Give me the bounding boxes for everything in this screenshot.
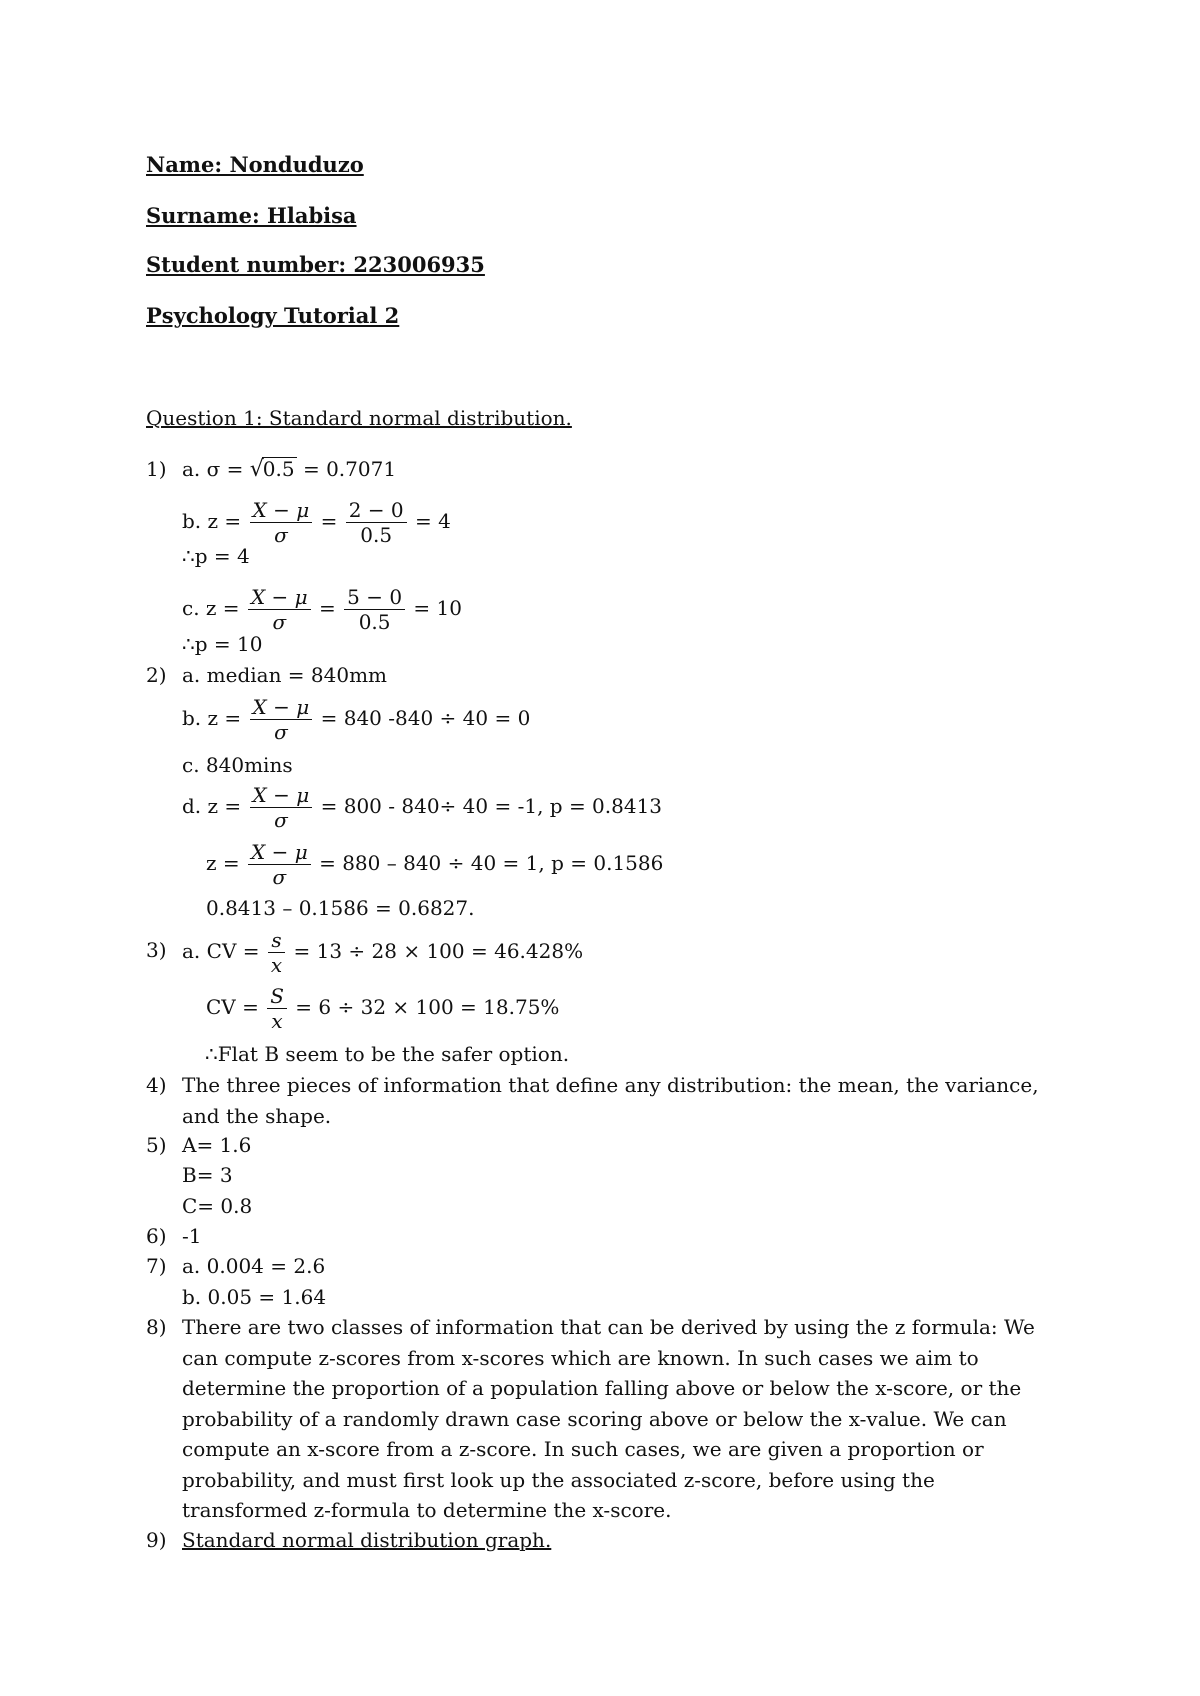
q3-b-result: = 6 ÷ 32 × 100 = 18.75% (288, 995, 560, 1019)
q3-a-denominator: x (268, 952, 285, 977)
formula-numerator: X − μ (252, 695, 310, 719)
q8-number: 8) (146, 1315, 167, 1339)
q5-b: B= 3 (182, 1163, 233, 1187)
q5-c: C= 0.8 (182, 1194, 253, 1218)
q1-c: c. z = $\frac{X - \mu}{\sigma}$ = $\frac{5 - 0}{0.5}$ = 10 (182, 585, 462, 634)
q1-number: 1) (146, 457, 167, 481)
q2-b-result: = 840 -840 ÷ 40 = 0 (314, 706, 531, 730)
q5-a: A= 1.6 (182, 1133, 252, 1157)
sqrt-icon: √ (249, 457, 264, 482)
q4-number: 4) (146, 1073, 167, 1097)
q2-e (206, 840, 663, 889)
q1-b-fraction (346, 498, 407, 547)
q2-e-prefix: z = (206, 851, 247, 875)
z-formula-fraction (248, 840, 311, 889)
q1-c-fraction (344, 585, 405, 634)
student-number: Student number: 223006935 (146, 252, 485, 277)
q6-text: -1 (182, 1224, 202, 1248)
q3-b-denominator: x (267, 1008, 287, 1033)
q1-b-p: ∴p = 4 (182, 544, 250, 568)
z-formula-fraction (248, 585, 311, 634)
formula-denominator: σ (248, 609, 311, 634)
q1-b-numerator: 2 − 0 (348, 498, 404, 522)
q2-d (182, 783, 662, 832)
formula-denominator: σ (250, 807, 313, 832)
cv-fraction (267, 984, 287, 1033)
formula-numerator: X − μ (252, 498, 310, 522)
q3-a-result: = 13 ÷ 28 × 100 = 46.428% (287, 939, 584, 963)
q2-f: 0.8413 – 0.1586 = 0.6827. (206, 896, 475, 920)
q1-b: b. z = $\frac{X - \mu}{\sigma}$ = $\frac{2 - 0}{0.5}$ = 4 (182, 498, 451, 547)
question-title: Question 1: Standard normal distribution. (146, 406, 572, 430)
q3-number: 3) (146, 938, 167, 962)
q6-number: 6) (146, 1224, 167, 1248)
q1-c-result: = 10 (407, 596, 462, 620)
q5-number: 5) (146, 1133, 167, 1157)
q1-b-prefix: b. z = (182, 509, 248, 533)
q3-conclusion: ∴Flat B seem to be the safer option. (205, 1042, 570, 1066)
formula-numerator: X − μ (252, 783, 310, 807)
q3-a-prefix: a. CV = (182, 939, 266, 963)
q9-number: 9) (146, 1528, 167, 1552)
q8-text: There are two classes of information that can be derived by using the z formula: We can compute z-scores from x-scores which are known. In such cases we aim to determine the proportion of a population falling above or below the x-score, or the probability of a randomly drawn case scoring above or below the x-value. We can compute an x-score from a z-score. In such cases, we are given a proportion or probability, and must first look up the associated z-score, before using the transformed z-formula to determine the x-score. (182, 1315, 1035, 1522)
cv-fraction (268, 928, 285, 977)
q1-a-radicand: 0.5 (262, 457, 295, 481)
formula-numerator: X − μ (251, 840, 308, 864)
q3-a (182, 928, 583, 977)
q1-a (182, 457, 396, 482)
q1-c-prefix: c. z = (182, 596, 246, 620)
q1-b-result: = 4 (408, 509, 451, 533)
q4-text: The three pieces of information that define any distribution: the mean, the variance, and the shape. (182, 1073, 1039, 1128)
q3-b-prefix: CV = (206, 995, 266, 1019)
formula-denominator: σ (250, 719, 313, 744)
q7-b: b. 0.05 = 1.64 (182, 1285, 327, 1309)
q2-b (182, 695, 530, 744)
q2-e-result: = 880 – 840 ÷ 40 = 1, p = 0.1586 (312, 851, 664, 875)
formula-numerator: X − μ (250, 585, 308, 609)
q2-c: c. 840mins (182, 753, 293, 777)
q1-a-result: = 0.7071 (296, 457, 397, 481)
z-formula-fraction (250, 695, 313, 744)
q3-b-numerator: S (270, 984, 284, 1008)
q1-b-denominator: 0.5 (346, 522, 407, 547)
q3-b (206, 984, 559, 1033)
course-title: Psychology Tutorial 2 (146, 303, 400, 328)
q2-number: 2) (146, 663, 167, 687)
q7-number: 7) (146, 1254, 167, 1278)
q2-d-prefix: d. z = (182, 794, 248, 818)
student-surname: Surname: Hlabisa (146, 203, 357, 228)
q7-a: a. 0.004 = 2.6 (182, 1254, 326, 1278)
q1-c-denominator: 0.5 (344, 609, 405, 634)
q1-a-prefix: a. σ = (182, 457, 250, 481)
student-name: Name: Nonduduzo (146, 152, 364, 177)
q3-a-numerator: s (271, 928, 282, 952)
z-formula-fraction (250, 783, 313, 832)
formula-denominator: σ (248, 864, 311, 889)
formula-denominator: σ (250, 522, 313, 547)
q2-a: a. median = 840mm (182, 663, 388, 687)
q9-text: Standard normal distribution graph. (182, 1528, 552, 1552)
q2-d-result: = 800 - 840÷ 40 = -1, p = 0.8413 (314, 794, 663, 818)
q1-c-p: ∴p = 10 (182, 632, 263, 656)
q2-b-prefix: b. z = (182, 706, 248, 730)
q1-c-numerator: 5 − 0 (347, 585, 403, 609)
z-formula-fraction (250, 498, 313, 547)
